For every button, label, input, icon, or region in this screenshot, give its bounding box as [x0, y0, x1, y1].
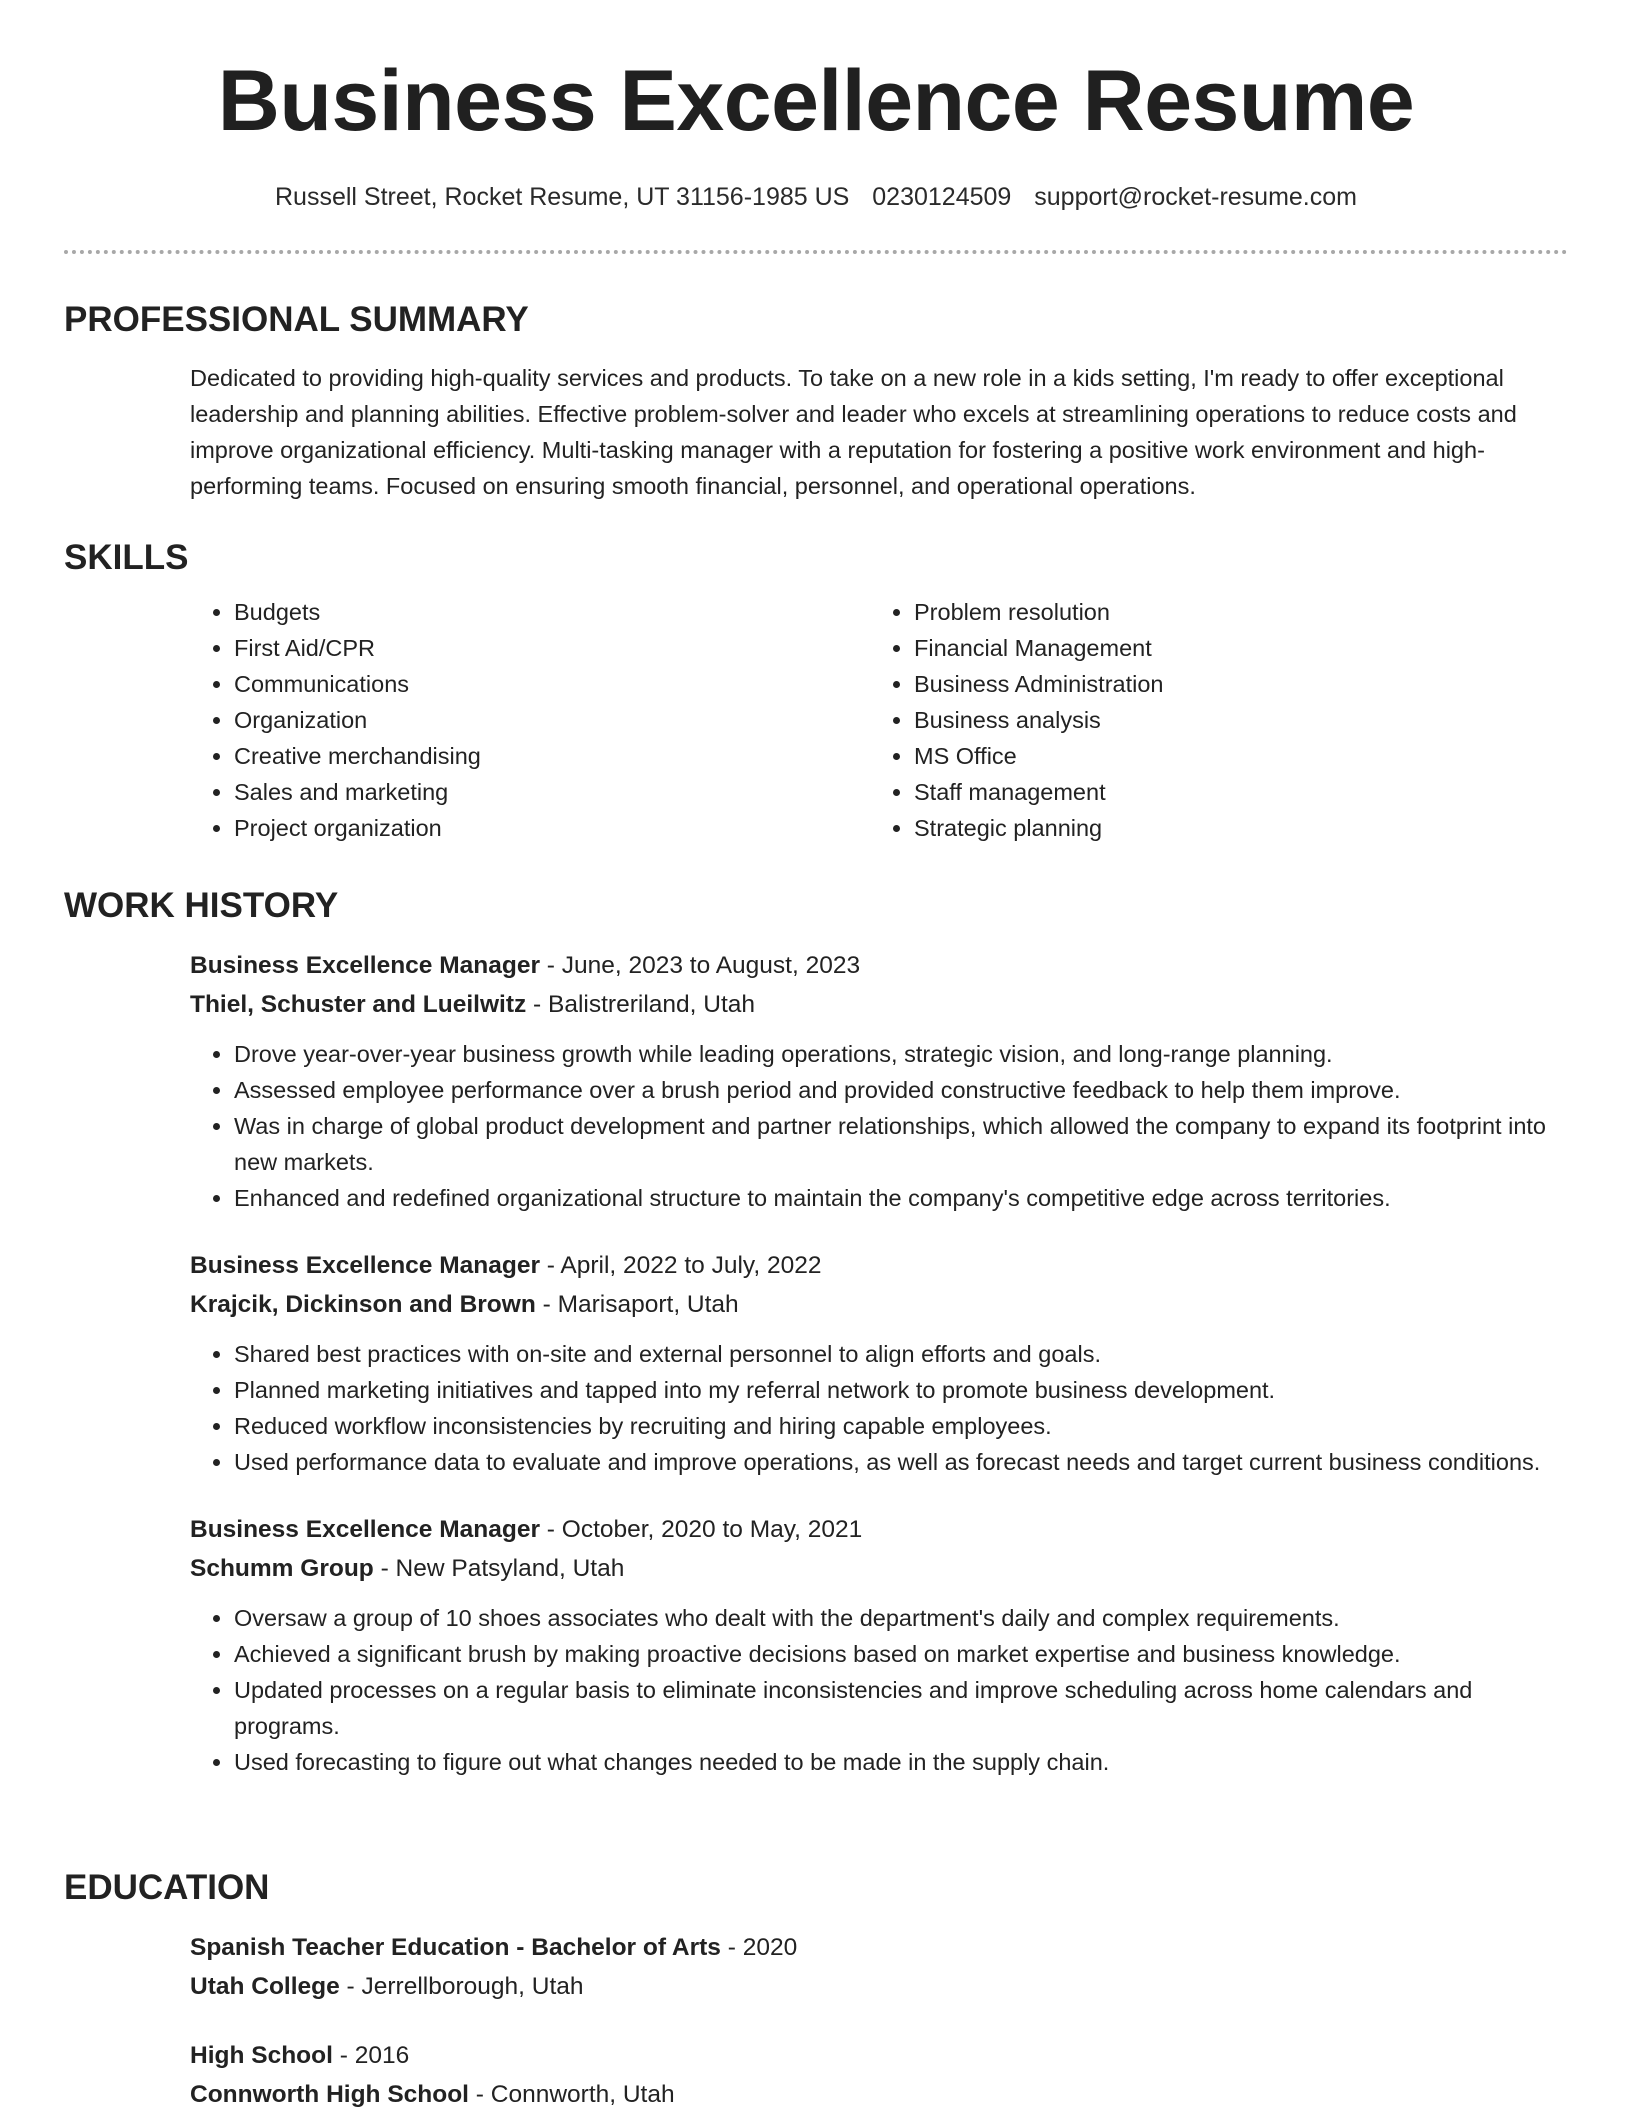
job-dates: - April, 2022 to July, 2022: [539, 1252, 822, 1279]
education-entry: [190, 2036, 1568, 2114]
skill-item: • MS Office: [914, 738, 1550, 774]
work-history-heading: WORK HISTORY: [64, 886, 339, 925]
skill-item: • Sales and marketing: [234, 774, 870, 810]
job-company-line: [190, 985, 1568, 1024]
education-school-line: [190, 2075, 1568, 2114]
skill-item: • Communications: [234, 666, 870, 702]
skill-item: • Problem resolution: [914, 594, 1550, 630]
job-location: - Balistreriland, Utah: [526, 991, 756, 1018]
job-bullet: • Updated processes on a regular basis to eliminate inconsistencies and improve scheduling across home calendars and programs.: [234, 1672, 1570, 1744]
job-company: Schumm Group: [190, 1555, 374, 1582]
skill-item: • First Aid/CPR: [234, 630, 870, 666]
skill-item: • Business analysis: [914, 702, 1550, 738]
job-location: - New Patsyland, Utah: [373, 1555, 625, 1582]
header-divider: [64, 250, 1568, 254]
job-title: Business Excellence Manager: [190, 1252, 540, 1279]
skills-list-left: [190, 594, 870, 846]
job-bullet: • Enhanced and redefined organizational structure to maintain the company's competitive edge across territories.: [234, 1180, 1570, 1216]
skill-item: • Budgets: [234, 594, 870, 630]
education-school: Connworth High School: [190, 2081, 469, 2108]
work-history-section: [64, 884, 1568, 1780]
education-location: - Jerrellborough, Utah: [339, 1973, 584, 2000]
job-bullet: • Achieved a significant brush by making proactive decisions based on market expertise and business knowledge.: [234, 1636, 1570, 1672]
skill-item: • Strategic planning: [914, 810, 1550, 846]
summary-text: Dedicated to providing high-quality services and products. To take on a new role in a kids setting, I'm ready to offer exceptional leadership and planning abilities. Effective problem-solver and leader who excels at streamlining operations to reduce costs and improve organizational efficiency. Multi-tasking manager with a reputation for fostering a positive work environment and high-performing teams. Focused on ensuring smooth financial, personnel, and operational operations.: [190, 365, 1517, 499]
education-school: Utah College: [190, 1973, 340, 2000]
job-bullets: [190, 1600, 1570, 1780]
education-heading: EDUCATION: [64, 1868, 270, 1907]
job-entry: [190, 946, 1568, 1216]
job-title-line: [190, 1246, 1568, 1285]
job-bullets: [190, 1036, 1570, 1216]
job-company-line: [190, 1285, 1568, 1324]
job-bullet: • Was in charge of global product development and partner relationships, which allowed the company to expand its footprint into new markets.: [234, 1108, 1570, 1180]
job-company-line: [190, 1549, 1568, 1588]
job-bullet: • Used forecasting to figure out what changes needed to be made in the supply chain.: [234, 1744, 1570, 1780]
education-entry: [190, 1928, 1568, 2006]
contact-email: support@rocket-resume.com: [1034, 183, 1357, 211]
job-bullet: • Used performance data to evaluate and improve operations, as well as forecast needs and target current business conditions.: [234, 1444, 1570, 1480]
contact-address: Russell Street, Rocket Resume, UT 31156-1985 US: [274, 183, 850, 211]
skills-columns: [190, 594, 1568, 846]
education-degree: High School: [190, 2042, 333, 2069]
skill-item: • Organization: [234, 702, 870, 738]
job-bullet: • Oversaw a group of 10 shoes associates who dealt with the department's daily and complex requirements.: [234, 1600, 1570, 1636]
summary-heading: PROFESSIONAL SUMMARY: [64, 300, 529, 339]
job-location: - Marisaport, Utah: [535, 1291, 739, 1318]
skill-item: • Creative merchandising: [234, 738, 870, 774]
summary-section: [64, 298, 1568, 504]
job-bullet: • Planned marketing initiatives and tapped into my referral network to promote business development.: [234, 1372, 1570, 1408]
education-year: - 2016: [332, 2042, 410, 2069]
job-entry: [190, 1510, 1568, 1780]
job-entry: [190, 1246, 1568, 1480]
education-degree-line: [190, 1928, 1568, 1967]
job-company: Krajcik, Dickinson and Brown: [190, 1291, 536, 1318]
skill-item: • Project organization: [234, 810, 870, 846]
education-degree: Spanish Teacher Education - Bachelor of Arts: [190, 1934, 721, 1961]
resume-title: Business Excellence Resume: [217, 53, 1415, 149]
education-location: - Connworth, Utah: [469, 2081, 675, 2108]
job-title-line: [190, 946, 1568, 985]
job-company: Thiel, Schuster and Lueilwitz: [190, 991, 527, 1018]
job-title: Business Excellence Manager: [190, 1516, 540, 1543]
education-year: - 2020: [720, 1934, 798, 1961]
skill-item: • Staff management: [914, 774, 1550, 810]
contact-line: [0, 180, 1632, 214]
education-section: [64, 1866, 1568, 2114]
job-bullet: • Shared best practices with on-site and external personnel to align efforts and goals.: [234, 1336, 1570, 1372]
job-bullet: • Drove year-over-year business growth while leading operations, strategic vision, and long-range planning.: [234, 1036, 1570, 1072]
education-degree-line: [190, 2036, 1568, 2075]
job-bullet: • Assessed employee performance over a brush period and provided constructive feedback to help them improve.: [234, 1072, 1570, 1108]
job-bullets: [190, 1336, 1570, 1480]
job-bullet: • Reduced workflow inconsistencies by recruiting and hiring capable employees.: [234, 1408, 1570, 1444]
job-dates: - October, 2020 to May, 2021: [539, 1516, 863, 1543]
job-title: Business Excellence Manager: [190, 952, 540, 979]
skills-section: [64, 536, 1568, 846]
skill-item: • Business Administration: [914, 666, 1550, 702]
skill-item: • Financial Management: [914, 630, 1550, 666]
skills-list-right: [870, 594, 1550, 846]
contact-phone: 0230124509: [872, 183, 1012, 211]
job-dates: - June, 2023 to August, 2023: [539, 952, 861, 979]
skills-heading: SKILLS: [64, 538, 189, 577]
job-title-line: [190, 1510, 1568, 1549]
education-school-line: [190, 1967, 1568, 2006]
